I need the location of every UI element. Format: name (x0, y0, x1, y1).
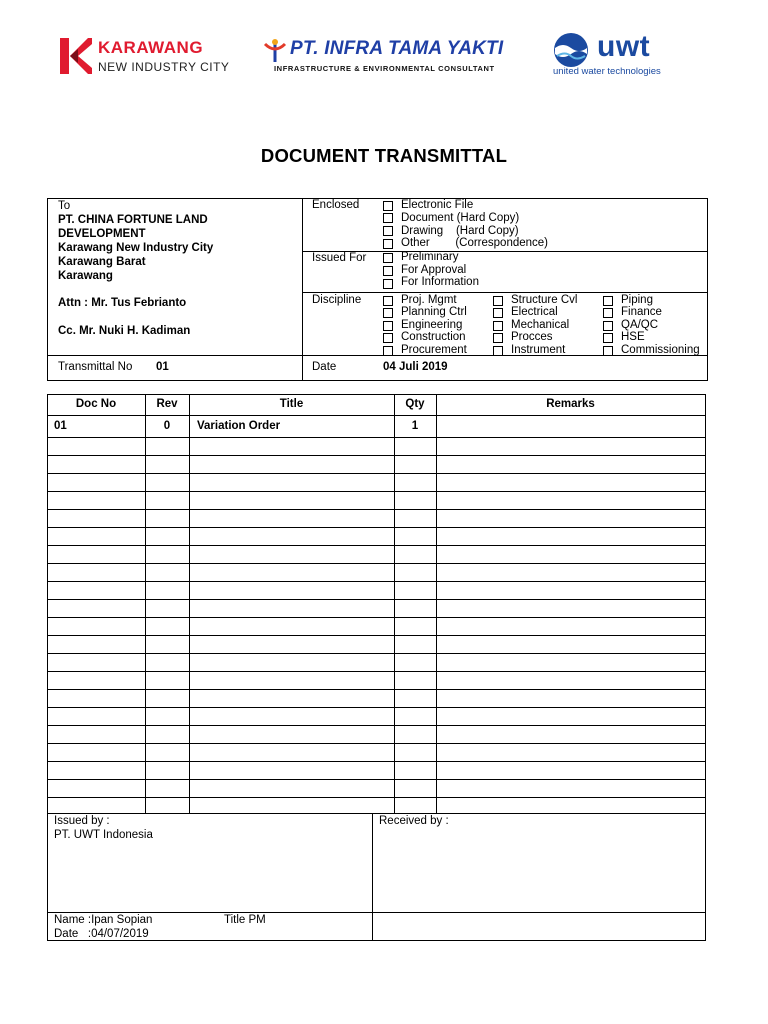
column-header-doc-no: Doc No (75, 398, 117, 410)
discipline-checkbox[interactable] (603, 308, 613, 318)
issued-for-option: Preliminary (401, 251, 459, 263)
column-header-title: Title (279, 398, 304, 410)
issued-for-label: Issued For (312, 252, 367, 264)
issuer-name: Name :Ipan Sopian (54, 914, 153, 926)
discipline-checkbox[interactable] (493, 321, 503, 331)
discipline-checkbox[interactable] (603, 321, 613, 331)
recipient-line: Karawang Barat (58, 256, 146, 268)
cell-rev: 0 (163, 420, 171, 432)
discipline-checkbox[interactable] (383, 321, 393, 331)
transmittal-no-value: 01 (156, 361, 169, 373)
issued-by-label: Issued by : (54, 815, 110, 827)
document-title: DOCUMENT TRANSMITTAL (260, 145, 508, 166)
infra-tama-logo (262, 36, 512, 78)
discipline-checkbox[interactable] (603, 333, 613, 343)
column-header-qty: Qty (405, 398, 425, 410)
discipline-checkbox[interactable] (383, 296, 393, 306)
issued-for-checkbox[interactable] (383, 253, 393, 263)
uwt-logo-subtitle: united water technologies (553, 66, 661, 77)
discipline-option: Finance (621, 306, 662, 318)
recipient-line: Karawang (58, 270, 113, 282)
discipline-checkbox[interactable] (493, 296, 503, 306)
discipline-checkbox[interactable] (603, 296, 613, 306)
discipline-option: Electrical (511, 306, 558, 318)
uwt-logo (553, 32, 693, 80)
discipline-checkbox[interactable] (383, 308, 393, 318)
discipline-option: Proj. Mgmt (401, 294, 457, 306)
discipline-option: Planning Ctrl (401, 306, 467, 318)
transmittal-no-label: Transmittal No (58, 361, 133, 373)
enclosed-option: Drawing (Hard Copy) (401, 225, 519, 237)
infra-tama-logo-subtitle: INFRASTRUCTURE & ENVIRONMENTAL CONSULTANT (274, 64, 495, 73)
infra-tama-logo-name: PT. INFRA TAMA YAKTI (290, 38, 504, 59)
enclosed-checkbox[interactable] (383, 213, 393, 223)
recipient-line: PT. CHINA FORTUNE LAND (58, 214, 208, 226)
issued-for-checkbox[interactable] (383, 266, 393, 276)
discipline-option: Instrument (511, 344, 566, 356)
discipline-checkbox[interactable] (383, 346, 393, 356)
discipline-option: Procurement (401, 344, 467, 356)
issue-date: Date :04/07/2019 (54, 928, 149, 940)
column-header-rev: Rev (156, 398, 178, 410)
issued-for-option: For Information (401, 276, 479, 288)
discipline-option: Construction (401, 331, 466, 343)
date-label: Date (312, 361, 337, 373)
discipline-checkbox[interactable] (493, 346, 503, 356)
uwt-logo-name: uwt (597, 30, 651, 63)
discipline-checkbox[interactable] (493, 308, 503, 318)
discipline-option: Piping (621, 294, 653, 306)
discipline-option: Mechanical (511, 319, 570, 331)
discipline-checkbox[interactable] (383, 333, 393, 343)
discipline-option: HSE (621, 331, 645, 343)
cell-doc-no: 01 (54, 420, 67, 432)
cc-line: Cc. Mr. Nuki H. Kadiman (58, 325, 191, 337)
karawang-logo-subtitle: NEW INDUSTRY CITY (98, 60, 230, 74)
date-value: 04 Juli 2019 (383, 361, 448, 373)
karawang-logo-name: KARAWANG (98, 38, 204, 57)
discipline-checkbox[interactable] (603, 346, 613, 356)
discipline-option: Engineering (401, 319, 463, 331)
enclosed-checkbox[interactable] (383, 201, 393, 211)
karawang-logo (60, 38, 260, 78)
cell-qty: 1 (411, 420, 419, 432)
issuer-title: Title PM (224, 914, 266, 926)
cell-title: Variation Order (197, 420, 281, 432)
issued-for-option: For Approval (401, 264, 467, 276)
received-by-label: Received by : (379, 815, 449, 827)
uwt-water-drop-icon (553, 32, 589, 68)
enclosed-checkbox[interactable] (383, 226, 393, 236)
column-header-remarks: Remarks (546, 398, 595, 410)
enclosed-option: Other (Correspondence) (401, 237, 549, 249)
discipline-label: Discipline (312, 294, 362, 306)
enclosed-option: Electronic File (401, 199, 474, 211)
discipline-option: Commissioning (621, 344, 700, 356)
discipline-checkbox[interactable] (493, 333, 503, 343)
discipline-option: Structure Cvl (511, 294, 578, 306)
to-label: To (58, 200, 71, 212)
karawang-k-icon (60, 38, 92, 74)
recipient-line: DEVELOPMENT (58, 228, 146, 240)
enclosed-label: Enclosed (312, 199, 360, 211)
issued-by-company: PT. UWT Indonesia (54, 829, 153, 841)
enclosed-option: Document (Hard Copy) (401, 212, 520, 224)
discipline-option: Procces (511, 331, 553, 343)
issued-for-checkbox[interactable] (383, 279, 393, 289)
infra-tama-emblem-icon (262, 38, 288, 64)
enclosed-checkbox[interactable] (383, 239, 393, 249)
attn-line: Attn : Mr. Tus Febrianto (58, 297, 187, 309)
discipline-option: QA/QC (621, 319, 659, 331)
recipient-line: Karawang New Industry City (58, 242, 214, 254)
